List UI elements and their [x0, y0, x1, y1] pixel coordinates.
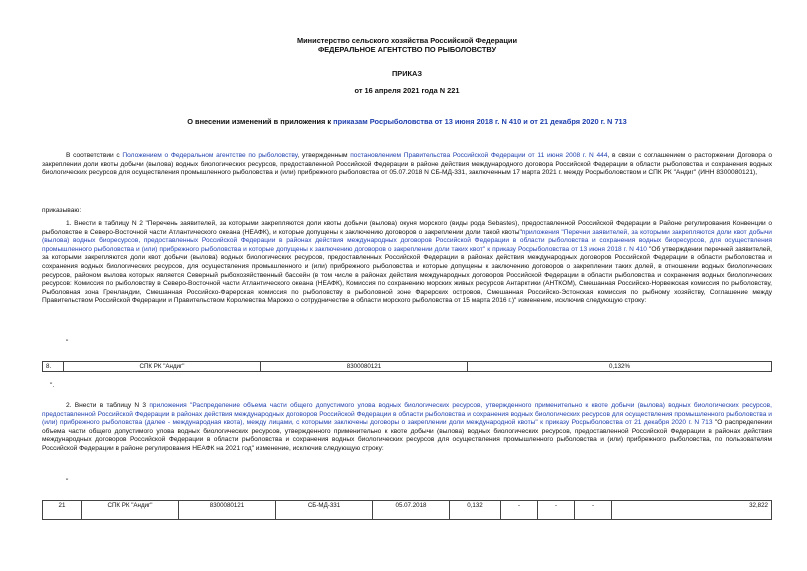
value-col-7: -: [501, 501, 538, 520]
item-2-table: [42, 500, 772, 520]
value-col-8: -: [538, 501, 575, 520]
preamble-text-2: , утвержденным: [297, 152, 351, 159]
table-row: [43, 501, 772, 520]
quota-share: 0,132%: [468, 362, 772, 372]
item-2-text-2: "О распределении объема части общего допустимого улова водных биологических ресурсов, утвержденного применительно к квоте добычи (вылова) водных биологических ресурсов, предоставленной Российской Федерации в районах действия международных договоров Российской Федерации в области рыболовства и сохранения водных биологических ресурсов для осуществления промышленного рыболовства и (или) прибрежного рыболовства, по пользователям Российской Федерации в районе регулирования НЕАФК на 2021 год" изменение, исключив следующую строку:: [42, 419, 773, 452]
applicant-inn: 8300080121: [261, 362, 468, 372]
preamble-paragraph: [42, 152, 772, 178]
resolution-link[interactable]: постановлением Правительства Российской Федерации от 11 июня 2008 г. N 444: [350, 152, 608, 159]
row-number: 21: [43, 501, 82, 520]
quota-share: 0,132: [450, 501, 501, 520]
doc-title-prefix: О внесении изменений в приложения к: [187, 117, 334, 126]
item-2-quote-open: ": [66, 478, 69, 485]
statute-link[interactable]: Положением о Федеральном агентстве по рыболовству: [122, 152, 298, 159]
item-2-paragraph: [42, 402, 772, 454]
applicant-name: СПК РК "Андиг": [64, 362, 261, 372]
order-410-link[interactable]: приложения "Перечни заявителей, за которыми закрепляются доли квот добычи (вылова) водных биоресурсов, предоставленных Российской Федерации в районах действия международных договоров Российской Федерации в области рыболовства и сохранения водных биоресурсов, для осуществления промышленного рыболовства и (или) прибрежного рыболовства и которые допущены к заключению договоров о закреплении доли таких квот" к приказу Росрыболовства от 13 июня 2018 г. N 410: [42, 228, 772, 253]
row-number: 8.: [43, 362, 64, 372]
applicant-inn: 8300080121: [179, 501, 276, 520]
item-1-quote-open: ": [66, 339, 69, 346]
order-713-link[interactable]: приложения "Распределение объема части общего допустимого улова водных биологических ресурсов, утвержденного применительно к квоте добычи (вылова) водных биологических ресурсов, предоставленной Российской Федерации в районах действия международных договоров Российской Федерации в области рыболовства и сохранения водных биологических ресурсов для осуществления промышленного рыболовства и (или) прибрежного рыболовства (далее - международная квота), между лицами, с которыми заключены договоры о закреплении доли международной квоты" к приказу Росрыболовства от 21 декабря 2020 г. N 713: [42, 402, 772, 427]
applicant-name: СПК РК "Андиг": [82, 501, 179, 520]
order-word: приказываю:: [42, 207, 82, 214]
ministry-name: Министерство сельского хозяйства Российской Федерации: [296, 36, 518, 45]
item-1-quote-close: ".: [50, 382, 55, 389]
table-row: [43, 362, 772, 372]
catch-volume: 32,822: [612, 501, 772, 520]
agency-name: ФЕДЕРАЛЬНОЕ АГЕНТСТВО ПО РЫБОЛОВСТВУ: [317, 45, 497, 54]
item-2-text-1: 2. Внести в таблицу N 3: [66, 402, 150, 409]
preamble-text-3: , в связи с соглашением о расторжении Договора о закреплении доли квоты добычи (вылова) водных биологических ресурсов, предоставленной Российской Федерации в районе действия международного договора Российской Федерации в области рыболовства и сохранения водных биологических ресурсов для осуществления промышленного рыболовства и (или) прибрежного рыболовства от 05.07.2018 N СБ-МД-331, заключенным 17 марта 2021 г. между Росрыболовством и СПК РК "Андиг" (ИНН 8300080121),: [42, 152, 773, 177]
doc-date-number: от 16 апреля 2021 года N 221: [354, 86, 460, 95]
preamble-text-1: В соответствии с: [66, 152, 123, 159]
contract-date: 05.07.2018: [373, 501, 450, 520]
document-header: [42, 36, 772, 54]
contract-number: СБ-МД-331: [276, 501, 373, 520]
item-1-table: [42, 361, 772, 372]
item-1-text-2: "Об утверждении перечней заявителей, за которыми закрепляются доли квот добычи (вылова) водных биологических ресурсов, предоставленных Российской Федерации в районах действия международных договоров Российской Федерации в области рыболовства и сохранения водных биологических ресурсов, для осуществления промышленного и (или) прибрежного рыболовства и которые допущены к заключению договоров о закреплении таких долей, в отношении водных биологических ресурсов, районом вылова которых является Северный рыбохозяйственный бассейн (в том числе в районах действия международных договоров Российской Федерации в области рыболовства и сохранения водных биологических ресурсов: Комиссия по рыболовству в Северо-Восточной части Атлантического океана (НЕАФК), Комиссия по сохранению морских живых ресурсов Антарктики (АНТКОМ), Смешанная Российско-Норвежская комиссия по рыболовству, Рыболовная зона Гренландии, Смешанная Российско-Фарерская комиссия по рыболовству в рыболовной зоне Фарерских островов, Смешанная Российско-Эстонская комиссия по рыбному хозяйству, Соглашение между Правительством Российской Федерации и Правительством Королевства Марокко о сотрудничестве в области морского рыболовства от 15 марта 2016 г.)" изменение, исключив следующую строку:: [42, 245, 772, 305]
item-1-text-1: 1. Внести в таблицу N 2 "Перечень заявителей, за которыми закрепляются доли квоты добычи (вылова) окуня морского (виды рода Sebastes), предоставленной Российской Федерации в Районе регулирования Конвенции о рыболовстве в Северо-Восточной части Атлантического океана (НЕАФК), и которые допущены к заключению договоров о закреплении доли такой квоты": [42, 220, 772, 236]
doc-type: ПРИКАЗ: [391, 69, 423, 78]
value-col-9: -: [575, 501, 612, 520]
doc-title-link[interactable]: приказам Росрыболовства от 13 июня 2018 г. N 410 и от 21 декабря 2020 г. N 713: [333, 117, 627, 126]
doc-title: [42, 117, 772, 126]
item-1-paragraph: [42, 220, 772, 306]
